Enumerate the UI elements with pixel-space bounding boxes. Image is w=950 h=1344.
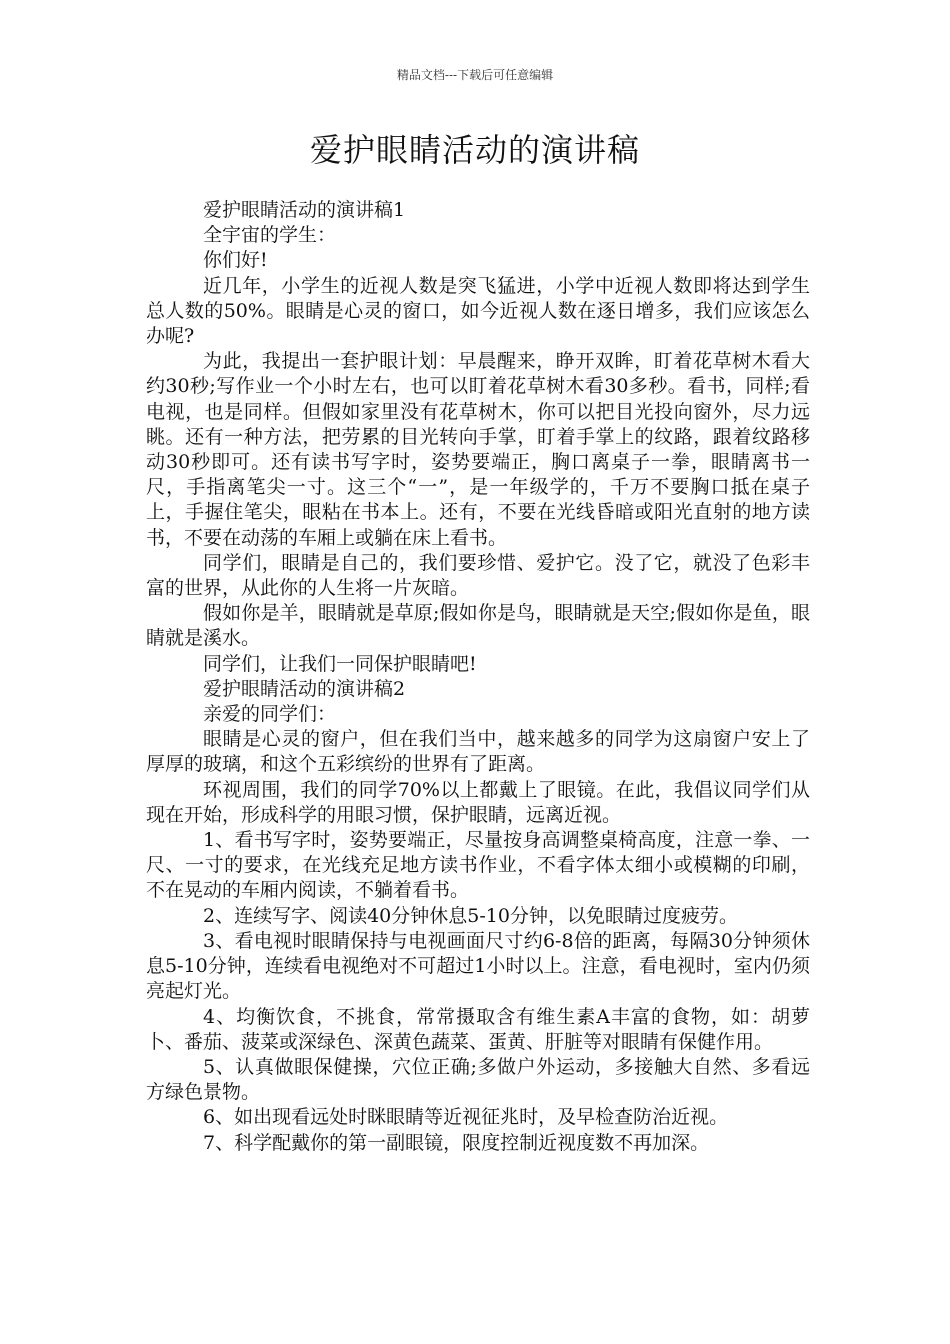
list-item: 2、连续写字、阅读40分钟休息5-10分钟，以免眼睛过度疲劳。	[203, 904, 738, 927]
list-item: 6、如出现看远处时眯眼睛等近视征兆时，及早检查防治近视。	[203, 1106, 729, 1129]
body-paragraph: 环视周围，我们的同学70%以上都戴上了眼镜。在此，我倡议同学们从现在开始，形成科学的用眼习惯，保护眼睛，远离近视。	[146, 778, 810, 826]
body-paragraph: 为此，我提出一套护眼计划：早晨醒来，睁开双眸，盯着花草树木看大约30秒;写作业一个小时左右，也可以盯着花草树木看30多秒。看书，同样;看电视，也是同样。但假如家里没有花草树木，你可以把目光投向窗外，尽力远眺。还有一种方法，把劳累的目光转向手掌，盯着手掌上的纹路，跟着纹路移动30秒即可。还有读书写字时，姿势要端正，胸口离桌子一拳，眼睛离书一尺，手指离笔尖一寸。这三个“一”，是一年级学的，千万不要胸口抵在桌子上，手握住笔尖，眼粘在书本上。还有，不要在光线昏暗或阳光直射的地方读书，不要在动荡的车厢上或躺在床上看书。	[146, 350, 810, 549]
section-heading: 爱护眼睛活动的演讲稿1	[203, 199, 406, 221]
salutation: 全宇宙的学生：	[203, 224, 337, 247]
header-watermark: 精品文档---下载后可任意编辑	[396, 68, 554, 82]
body-paragraph: 同学们，让我们一同保护眼睛吧!	[203, 652, 477, 675]
salutation: 亲爱的同学们：	[203, 703, 337, 726]
section-heading: 爱护眼睛活动的演讲稿2	[203, 677, 406, 700]
list-item: 1、看书写字时，姿势要端正，尽量按身高调整桌椅高度，注意一拳、一尺、一寸的要求，在光线充足地方读书作业，不看字体太细小或模糊的印刷，不在晃动的车厢内阅读，不躺着看书。	[146, 829, 810, 902]
document-title: 爱护眼睛活动的演讲稿	[309, 131, 640, 169]
list-item: 5、认真做眼保健操，穴位正确;多做户外运动，多接触大自然、多看远方绿色景物。	[146, 1055, 810, 1104]
list-item: 3、看电视时眼睛保持与电视画面尺寸约6-8倍的距离，每隔30分钟须休息5-10分钟，连续看电视绝对不可超过1小时以上。注意，看电视时，室内仍须亮起灯光。	[146, 929, 810, 1003]
document-body	[146, 198, 810, 1156]
list-item: 4、均衡饮食，不挑食，常常摄取含有维生素A丰富的食物，如：胡萝卜、番茄、菠菜或深绿色、深黄色蔬菜、蛋黄、肝脏等对眼睛有保健作用。	[146, 1005, 810, 1053]
body-paragraph: 眼睛是心灵的窗户，但在我们当中，越来越多的同学为这扇窗户安上了厚厚的玻璃，和这个五彩缤纷的世界有了距离。	[146, 728, 810, 776]
body-paragraph: 近几年，小学生的近视人数是突飞猛进，小学中近视人数即将达到学生总人数的50%。眼睛是心灵的窗口，如今近视人数在逐日增多，我们应该怎么办呢?	[146, 274, 810, 348]
body-paragraph: 假如你是羊，眼睛就是草原;假如你是鸟，眼睛就是天空;假如你是鱼，眼睛就是溪水。	[146, 602, 810, 650]
body-paragraph: 同学们，眼睛是自己的，我们要珍惜、爱护它。没了它，就没了色彩丰富的世界，从此你的人生将一片灰暗。	[146, 551, 810, 600]
greeting: 你们好!	[203, 249, 268, 272]
list-item: 7、科学配戴你的第一副眼镜，限度控制近视度数不再加深。	[203, 1131, 710, 1154]
